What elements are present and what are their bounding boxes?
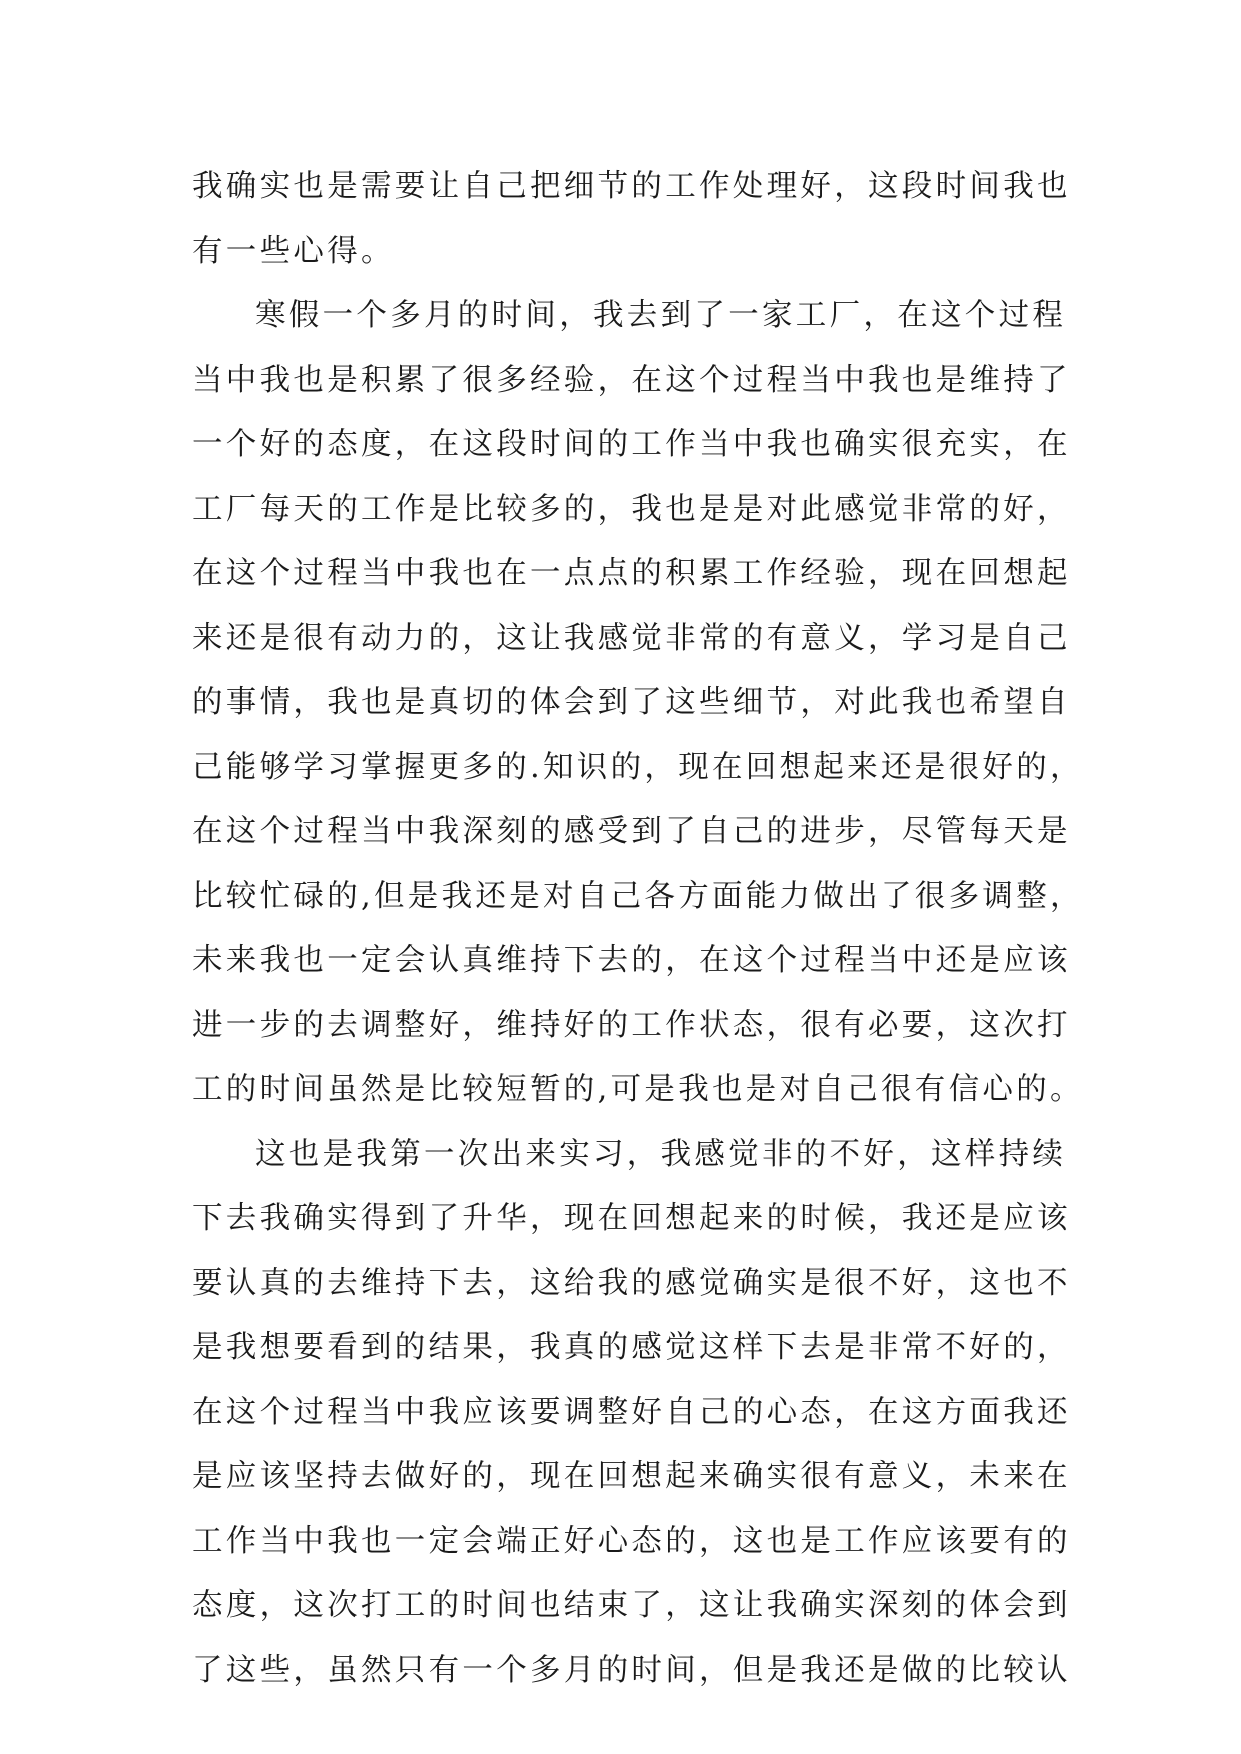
text-line: 在这个过程当中我也在一点点的积累工作经验，现在回想起 xyxy=(192,556,1071,591)
text-line: 在这个过程当中我深刻的感受到了自己的进步，尽管每天是 xyxy=(192,814,1071,849)
text-line: 来还是很有动力的，这让我感觉非常的有意义，学习是自己 xyxy=(192,620,1071,656)
text-line: 了这些，虽然只有一个多月的时间，但是我还是做的比较认 xyxy=(192,1652,1071,1688)
text-line: 工厂每天的工作是比较多的，我也是是对此感觉非常的好， xyxy=(192,491,1071,527)
text-line: 我确实也是需要让自己把细节的工作处理好，这段时间我也 xyxy=(192,169,1071,204)
text-line: 是我想要看到的结果，我真的感觉这样下去是非常不好的， xyxy=(192,1330,1071,1365)
text-line: 是应该坚持去做好的，现在回想起来确实很有意义，未来在 xyxy=(192,1459,1071,1494)
text-line: 当中我也是积累了很多经验，在这个过程当中我也是维持了 xyxy=(192,362,1071,398)
text-line: 有一些心得。 xyxy=(192,233,395,269)
text-line: 的事情，我也是真切的体会到了这些细节，对此我也希望自 xyxy=(192,685,1071,720)
text-line: 未来我也一定会认真维持下去的，在这个过程当中还是应该 xyxy=(192,943,1071,978)
text-line: 工作当中我也一定会端正好心态的，这也是工作应该要有的 xyxy=(192,1523,1071,1559)
text-line: 态度，这次打工的时间也结束了，这让我确实深刻的体会到 xyxy=(192,1588,1071,1623)
text-line: 在这个过程当中我应该要调整好自己的心态，在这方面我还 xyxy=(192,1394,1071,1430)
paragraph-start-line: 这也是我第一次出来实习，我感觉非的不好，这样持续 xyxy=(255,1136,1067,1172)
paragraph-start-line: 寒假一个多月的时间，我去到了一家工厂，在这个过程 xyxy=(255,298,1067,333)
text-line: 进一步的去调整好，维持好的工作状态，很有必要，这次打 xyxy=(192,1007,1071,1043)
text-line: 比较忙碌的,但是我还是对自己各方面能力做出了很多调整， xyxy=(192,878,1084,914)
text-line: 己能够学习掌握更多的.知识的，现在回想起来还是很好的， xyxy=(192,749,1084,785)
text-line: 工的时间虽然是比较短暂的,可是我也是对自己很有信心的。 xyxy=(192,1072,1084,1107)
text-line: 一个好的态度，在这段时间的工作当中我也确实很充实，在 xyxy=(192,427,1071,462)
text-line: 要认真的去维持下去，这给我的感觉确实是很不好，这也不 xyxy=(192,1265,1071,1301)
body-text xyxy=(192,155,1084,1703)
text-line: 下去我确实得到了升华，现在回想起来的时候，我还是应该 xyxy=(192,1201,1071,1236)
